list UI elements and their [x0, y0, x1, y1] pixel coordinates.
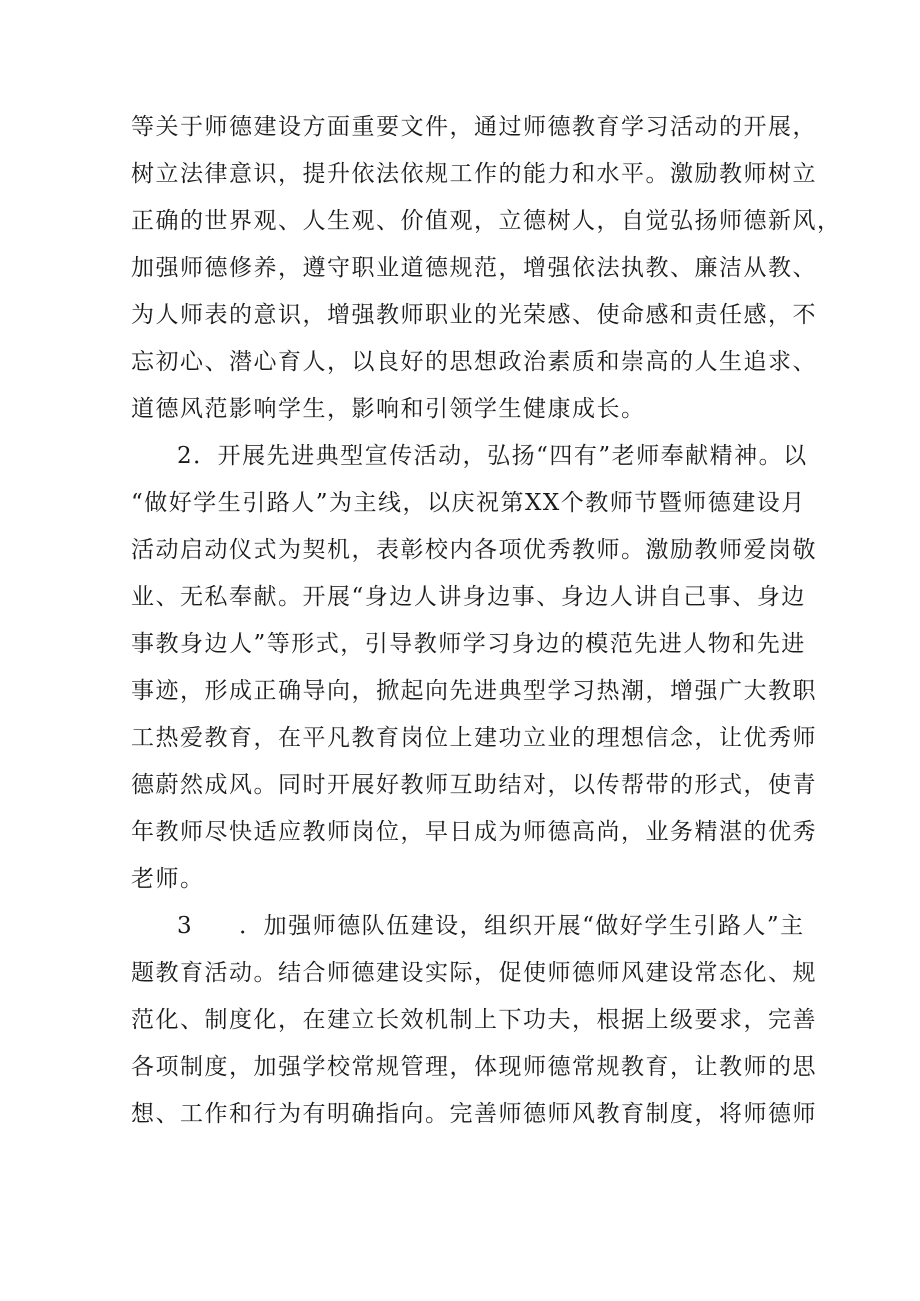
text-line: 业、无私奉献。开展“身边人讲身边事、身边人讲自己事、身边	[131, 584, 806, 610]
document-body	[131, 104, 842, 1138]
text-line: 题教育活动。结合师德建设实际，促使师德师风建设常态化、规	[131, 960, 817, 986]
text-line: 正确的世界观、人生观、价值观，立德树人，自觉弘扬师德新风，	[131, 208, 842, 234]
text-line: 忘初心、潜心育人，以良好的思想政治素质和崇高的人生追求、	[131, 349, 817, 375]
list-number: 3	[177, 913, 194, 939]
text-line: 工热爱教育，在平凡教育岗位上建功立业的理想信念，让优秀师	[131, 725, 817, 751]
text-line: 2．开展先进典型宣传活动，弘扬“四有”老师奉献精神。以	[177, 443, 808, 469]
text-line: 各项制度，加强学校常规管理，体现师德常规教育，让教师的思	[131, 1054, 817, 1080]
text-line: 树立法律意识，提升依法依规工作的能力和水平。激励教师树立	[131, 161, 817, 187]
text-line: 道德风范影响学生，影响和引领学生健康成长。	[131, 396, 646, 422]
text-line: “做好学生引路人”为主线，以庆祝第XX个教师节暨师德建设月	[131, 490, 806, 516]
paragraph-3	[131, 903, 831, 1138]
text-line: 想、工作和行为有明确指向。完善师德师风教育制度，将师德师	[131, 1101, 817, 1127]
paragraph-1	[131, 104, 842, 433]
text-line	[131, 903, 831, 950]
text-line: 范化、制度化，在建立长效机制上下功夫，根据上级要求，完善	[131, 1007, 817, 1033]
text-line: 年教师尽快适应教师岗位，早日成为师德高尚，业务精湛的优秀	[131, 819, 817, 845]
text-line: 事迹，形成正确导向，掀起向先进典型学习热潮，增强广大教职	[131, 678, 817, 704]
text-line: 等关于师德建设方面重要文件，通过师德教育学习活动的开展，	[131, 114, 817, 140]
text-line: 活动启动仪式为契机，表彰校内各项优秀教师。激励教师爱岗敬	[131, 537, 817, 563]
text-line: 为人师表的意识，增强教师职业的光荣感、使命感和责任感，不	[131, 302, 817, 328]
text-line: 老师。	[131, 866, 205, 892]
paragraph-2	[131, 433, 831, 903]
text-line: 事教身边人”等形式，引导教师学习身边的模范先进人物和先进	[131, 631, 806, 657]
text-line: 加强师德修养，遵守职业道德规范，增强依法执教、廉洁从教、	[131, 255, 817, 281]
text-line: 德蔚然成风。同时开展好教师互助结对，以传帮带的形式，使青	[131, 772, 817, 798]
text-line-content: ．加强师德队伍建设，组织开展“做好学生引路人”主	[239, 913, 805, 939]
